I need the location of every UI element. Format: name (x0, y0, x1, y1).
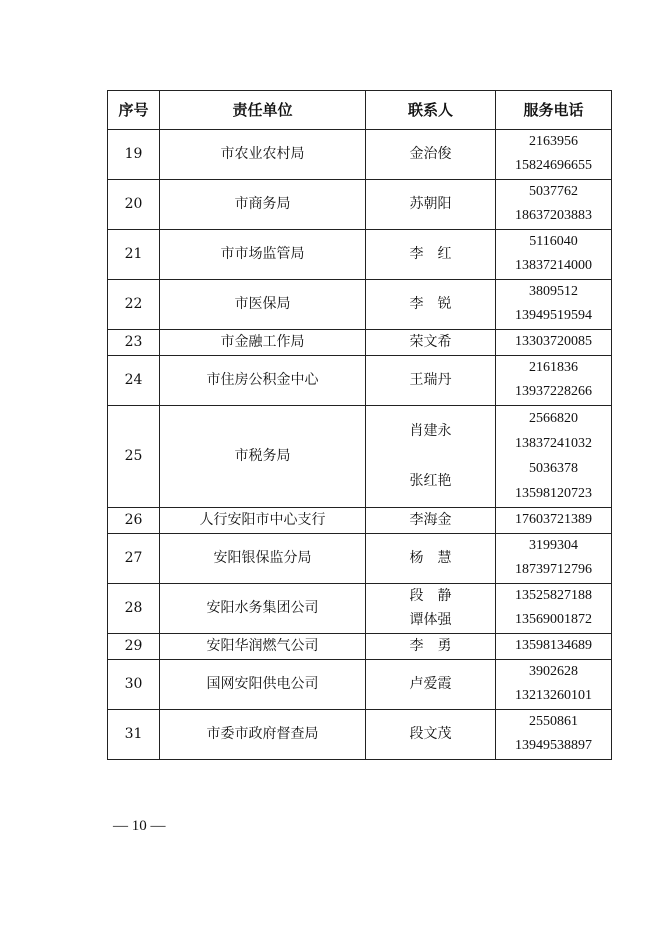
service-phone-cell (496, 330, 612, 356)
responsible-unit: 市住房公积金中心 (160, 356, 366, 406)
service-phone-cell (496, 660, 612, 710)
responsible-unit: 安阳华润燃气公司 (160, 634, 366, 660)
row-number: 24 (108, 356, 160, 406)
service-phone: 18739712796 (515, 562, 592, 578)
row-number: 27 (108, 534, 160, 584)
table-row (108, 634, 612, 660)
row-number: 26 (108, 508, 160, 534)
row-number: 21 (108, 230, 160, 280)
contact-person: 谭体强 (409, 612, 452, 629)
contact-person-cell (366, 660, 496, 710)
service-phone: 3199304 (529, 538, 578, 554)
responsible-unit: 国网安阳供电公司 (160, 660, 366, 710)
service-phone: 13525827188 (515, 588, 592, 604)
table-row (108, 710, 612, 760)
responsible-unit: 市委市政府督查局 (160, 710, 366, 760)
service-phone-cell (496, 280, 612, 330)
contact-person-cell (366, 280, 496, 330)
contact-person: 杨 慧 (409, 550, 452, 567)
contact-person: 段文茂 (409, 726, 452, 743)
table-row (108, 356, 612, 406)
table-row (108, 584, 612, 634)
table-row (108, 180, 612, 230)
responsible-unit: 人行安阳市中心支行 (160, 508, 366, 534)
service-phone: 2550861 (529, 714, 578, 730)
table-row (108, 330, 612, 356)
service-phone: 5116040 (529, 234, 578, 250)
responsible-unit: 市税务局 (160, 406, 366, 508)
service-phone: 13598120723 (515, 485, 592, 501)
row-number: 31 (108, 710, 160, 760)
page-number: — 10 — (113, 818, 166, 834)
service-phone: 13837214000 (515, 258, 592, 274)
responsible-unit: 安阳银保监分局 (160, 534, 366, 584)
table-row (108, 534, 612, 584)
table-row (108, 280, 612, 330)
contact-person: 卢爱霞 (409, 676, 452, 693)
service-phone: 5036378 (529, 460, 578, 476)
contact-person-cell (366, 130, 496, 180)
service-phone-cell (496, 710, 612, 760)
service-phone-cell (496, 634, 612, 660)
service-phone: 2566820 (529, 410, 578, 426)
service-phone: 17603721389 (515, 512, 592, 528)
contact-person: 肖建永 (409, 423, 452, 440)
service-phone: 13213260101 (515, 688, 592, 704)
service-phone: 5037762 (529, 184, 578, 200)
service-phone: 13937228266 (515, 384, 592, 400)
responsible-unit: 市农业农村局 (160, 130, 366, 180)
table-row (108, 508, 612, 534)
row-number: 29 (108, 634, 160, 660)
contact-person-cell (366, 180, 496, 230)
contacts-table (107, 90, 612, 760)
service-phone: 3809512 (529, 284, 578, 300)
header-unit: 责任单位 (160, 91, 366, 130)
responsible-unit: 市金融工作局 (160, 330, 366, 356)
contact-person-cell (366, 330, 496, 356)
contact-person: 李海金 (409, 512, 452, 529)
contact-person-cell (366, 710, 496, 760)
contact-person: 苏朝阳 (409, 196, 452, 213)
contact-person-cell (366, 534, 496, 584)
row-number: 22 (108, 280, 160, 330)
service-phone: 3902628 (529, 664, 578, 680)
table-body (108, 130, 612, 760)
service-phone: 2161836 (529, 360, 578, 376)
row-number: 28 (108, 584, 160, 634)
contact-person-cell (366, 584, 496, 634)
contact-person: 李 红 (409, 246, 452, 263)
contact-person: 荣文希 (409, 334, 452, 351)
contact-person: 李 锐 (409, 296, 452, 313)
contact-person-cell (366, 230, 496, 280)
row-number: 25 (108, 406, 160, 508)
contact-person: 段 静 (409, 588, 452, 605)
row-number: 23 (108, 330, 160, 356)
table-row (108, 230, 612, 280)
table-row (108, 130, 612, 180)
header-person: 联系人 (366, 91, 496, 130)
contact-person: 金治俊 (409, 146, 452, 163)
service-phone-cell (496, 130, 612, 180)
responsible-unit: 市商务局 (160, 180, 366, 230)
header-phone: 服务电话 (496, 91, 612, 130)
service-phone: 2163956 (529, 134, 578, 150)
contact-person-cell (366, 356, 496, 406)
service-phone-cell (496, 508, 612, 534)
service-phone-cell (496, 180, 612, 230)
row-number: 30 (108, 660, 160, 710)
header-no: 序号 (108, 91, 160, 130)
service-phone: 13569001872 (515, 612, 592, 628)
responsible-unit: 市医保局 (160, 280, 366, 330)
service-phone-cell (496, 406, 612, 508)
service-phone: 13949538897 (515, 738, 592, 754)
service-phone: 13598134689 (515, 638, 592, 654)
row-number: 20 (108, 180, 160, 230)
responsible-unit: 市市场监管局 (160, 230, 366, 280)
responsible-unit: 安阳水务集团公司 (160, 584, 366, 634)
service-phone: 13949519594 (515, 308, 592, 324)
service-phone: 18637203883 (515, 208, 592, 224)
service-phone-cell (496, 534, 612, 584)
table-header-row (108, 91, 612, 130)
contact-person: 李 勇 (409, 638, 452, 655)
contact-person: 王瑞丹 (409, 372, 452, 389)
service-phone-cell (496, 584, 612, 634)
contact-person-cell (366, 634, 496, 660)
row-number: 19 (108, 130, 160, 180)
contact-person-cell (366, 508, 496, 534)
service-phone-cell (496, 356, 612, 406)
table-row (108, 660, 612, 710)
service-phone: 15824696655 (515, 158, 592, 174)
contact-person-cell (366, 406, 496, 508)
service-phone: 13837241032 (515, 435, 592, 451)
table-row (108, 406, 612, 508)
service-phone-cell (496, 230, 612, 280)
service-phone: 13303720085 (515, 334, 592, 350)
contact-person: 张红艳 (409, 473, 452, 490)
